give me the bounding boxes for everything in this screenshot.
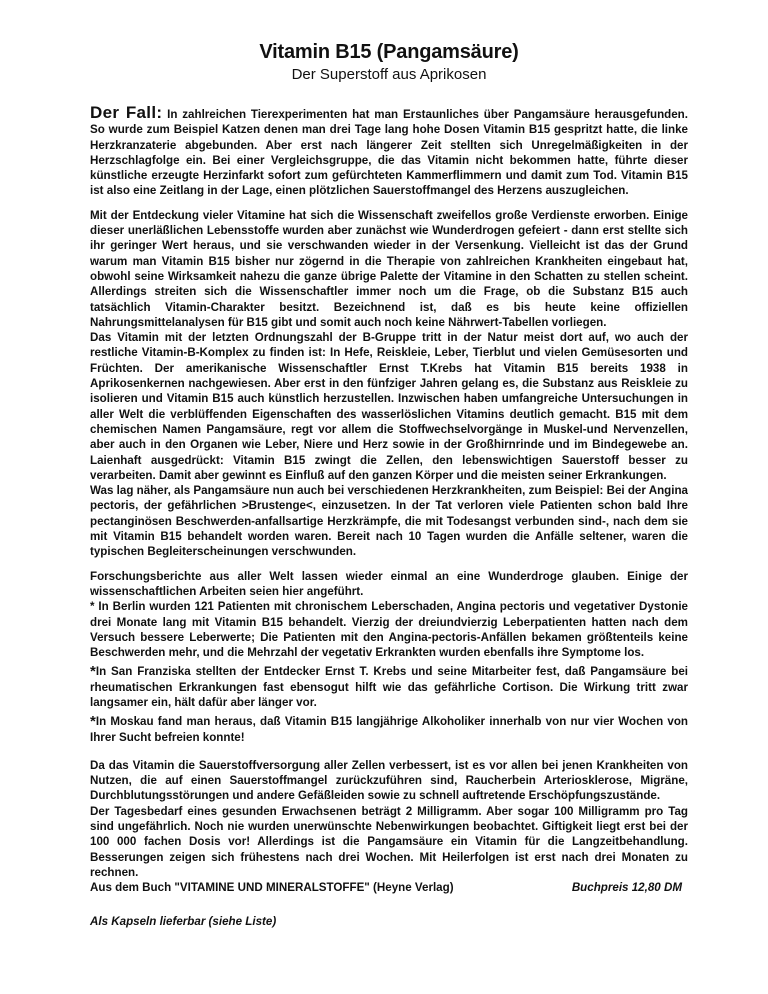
availability-note: Als Kapseln lieferbar (siehe Liste) [90, 914, 277, 928]
intro-text: In zahlreichen Tierexperimenten hat man Erstaunliches über Pangamsäure herausgefunden. So wurde zum Beispiel Katzen denen man drei Tage lang hohe Dosen Vitamin B15 gespritzt hatte, die linke Herzkranzaterie abgebunden. Aber erst nach längerer Zeit stellten sich Unregelmäßigkeiten in der Herzschlagfolge ein. Bei einer Vergleichsgruppe, die das Vitamin nicht bekommen hatte, führte dieser künstliche erzeugte Herzinfarkt sofort zum gefürchteten Kammerflimmern und damit zum Tod. Vitamin B15 ist also eine Zeitlang in der Lage, einen plötzlichen Sauerstoffmangel des Herzens auszugleichen. [90, 108, 688, 198]
paragraph-occurrence: Das Vitamin mit der letzten Ordnungszahl der B-Gruppe tritt in der Natur meist dort auf, wo auch der restliche Vitamin-B-Komplex zu finden ist: In Hefe, Reiskleie, Leber, Tierblut und vielen Gemüsesorten und Früchten. Der amerikanische Wissenschaftler Ernst T.Krebs hat Vitamin B15 bereits 1938 in Aprikosenkernen nachgewiesen. Aber erst in den fünfziger Jahren gelang es, die Substanz aus Reiskleie zu isolieren und Vitamin B15 auch künstlich herzustellen. Inzwischen haben umfangreiche Untersuchungen in aller Welt die verblüffenden Eigenschaften des wasserlöslichen Vitamins deutlich gemacht. B15 mit dem chemischen Namen Pangamsäure, regt vor allem die Stoffwechselvorgänge in Muskel-und Nervenzellen, aber auch in den Organen wie Leber, Niere und Herz sowie in der Großhirnrinde und im Bindegewebe an. Laienhaft ausgedrückt: Vitamin B15 zwingt die Zellen, den lebenswichtigen Sauerstoff besser zu verarbeiten. Damit aber gewinnt es Einfluß auf den ganzen Körper und die meisten seiner Erkrankungen. [90, 331, 688, 482]
book-source: Aus dem Buch "VITAMINE UND MINERALSTOFFE" (Heyne Verlag) [90, 881, 454, 895]
article-body [90, 105, 688, 929]
document-title: Vitamin B15 (Pangamsäure) [259, 41, 519, 63]
asterisk-marker: * [90, 663, 96, 681]
research-item-moscow: *In Moskau fand man heraus, daß Vitamin B15 langjährige Alkoholiker innerhalb von nur vier Wochen von Ihrer Sucht befreien konnte! [90, 713, 688, 744]
document-subtitle: Der Superstoff aus Aprikosen [291, 66, 487, 83]
intro-paragraph [90, 105, 688, 199]
paragraph-benefits: Da das Vitamin die Sauerstoffversorgung aller Zellen verbessert, ist es vor allen bei jenen Krankheiten von Nutzen, die auf einen Sauerstoffmangel zurückzuführen sind, Raucherbein Arteriosklerose, Migräne, Durchblutungsstörungen und andere Gefäßleiden sowie zu schnell auftretende Erschöpfungszustände. [90, 758, 688, 803]
research-item-berlin: * In Berlin wurden 121 Patienten mit chronischem Leberschaden, Angina pectoris und vegetativer Dystonie drei Monate lang mit Vitamin B15 behandelt. Vierzig der dreiundvierzig Leberpatienten hatten nach dem Versuch bessere Leberwerte; Die Patienten mit den Angina-pectoris-Anfällen bekamen größtenteils keine Beschwerden mehr, und die Mehrzahl der vegetativ Erkrankten wurden ebenfalls ihre Symptome los. [90, 600, 688, 660]
source-line [90, 880, 688, 895]
research-intro: Forschungsberichte aus aller Welt lassen wieder einmal an eine Wunderdroge glauben. Einige der wissenschaftlichen Arbeiten seien hier angeführt. [90, 569, 688, 598]
asterisk-marker: * [90, 600, 95, 614]
research-item-san-francisco: *In San Franziska stellten der Entdecker Ernst T. Krebs und seine Mitarbeiter fest, daß Pangamsäure bei rheumatischen Erkrankungen fast ebensogut hilft wie das gefährliche Cortison. Die Wirkung tritt zwar langsamer ein, hält dafür aber länger vor. [90, 663, 688, 709]
paragraph-discovery: Mit der Entdeckung vieler Vitamine hat sich die Wissenschaft zweifellos große Verdienste erworben. Einige dieser unerläßlichen Lebensstoffe wurden aber zunächst wie Wunderdrogen gefeiert - dann erst stellte sich ihr geringer Wert heraus, und sie verschwanden wieder in der Versenkung. Vielleicht ist das der Grund warum man Vitamin B15 bisher nur zögernd in die Therapie von zahlreichen Krankheiten eingebaut hat, obwohl seine Wirksamkeit nahezu die ganze übrige Palette der Vitamine in den Schatten zu stellen scheint. Allerdings streiten sich die Wissenschaftler immer noch um die Frage, ob die Substanz B15 auch tatsächlich Vitamin-Charakter besitzt. Bezeichnend ist, daß es bis heute keine offiziellen Nahrungsmittelanalysen für B15 gibt und somit auch noch keine Nährwert-Tabellen vorliegen. [90, 208, 688, 329]
paragraph-heart: Was lag näher, als Pangamsäure nun auch bei verschiedenen Herzkrankheiten, zum Beispiel: Bei der Angina pectoris, der gefährlichen >Brustenge<, einzusetzen. In der Tat verloren viele Patienten schon bald Ihre pectanginösen Beschwerden-anfallsartige Herzkrämpfe, die mit Todesangst verbunden sind-, nach dem sie mit Vitamin B15 behandelt worden waren. Bereit nach 10 Tagen wurden die Anfälle seltener, waren die typischen Begleiterscheinungen verschwunden. [90, 484, 688, 559]
paragraph-dosage: Der Tagesbedarf eines gesunden Erwachsenen beträgt 2 Milligramm. Aber sogar 100 Milligramm pro Tag sind ungefährlich. Noch nie wurden unerwünschte Nebenwirkungen beobachtet. Giftigkeit liegt erst bei der 100 000 fachen Dosis vor! Allerdings ist die Pangamsäure ein Vitamin für die Langzeitbehandlung. Besserungen zeigen sich frühestens nach drei Wochen. Mit Heilerfolgen ist erst nach drei Monaten zu rechnen. [90, 804, 688, 879]
asterisk-marker: * [90, 713, 96, 731]
case-label: Der Fall: [90, 103, 163, 122]
document-page [90, 0, 688, 929]
book-price: Buchpreis 12,80 DM [571, 881, 682, 895]
